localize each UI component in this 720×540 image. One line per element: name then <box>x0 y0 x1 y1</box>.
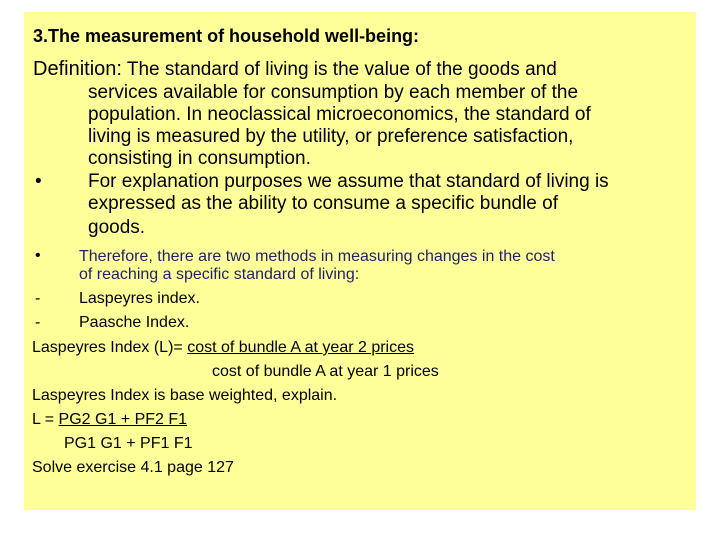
bullet-marker: • <box>35 247 41 264</box>
definition-first-line <box>33 58 557 81</box>
definition-label: Definition: <box>33 58 122 80</box>
base-weighted-note: Laspeyres Index is base weighted, explain. <box>32 387 338 404</box>
formula-prefix: L = <box>32 411 59 428</box>
slide-title: 3.The measurement of household well-being: <box>33 26 420 46</box>
definition-line: living is measured by the utility, or preference satisfaction, <box>88 126 574 147</box>
laspeyres-definition <box>32 338 414 357</box>
bullet2-line: Therefore, there are two methods in measuring changes in the cost <box>79 248 555 265</box>
bullet-marker: • <box>35 171 42 192</box>
dash-marker: - <box>35 314 41 331</box>
formula-denominator: PG1 G1 + PF1 F1 <box>64 435 193 452</box>
slide <box>24 12 696 510</box>
paasche-item: Paasche Index. <box>79 314 190 331</box>
bullet1-line: goods. <box>88 217 146 238</box>
bullet1-line: For explanation purposes we assume that standard of living is <box>88 171 609 192</box>
laspeyres-item: Laspeyres index. <box>79 290 200 307</box>
definition-line: services available for consumption by each member of the <box>88 82 579 103</box>
bullet2-line: of reaching a specific standard of living: <box>79 266 360 283</box>
definition-first-text: The standard of living is the value of the goods and <box>121 59 557 80</box>
laspeyres-prefix: Laspeyres Index (L)= <box>32 339 188 356</box>
formula-numerator: PG2 G1 + PF2 F1 <box>58 411 188 428</box>
exercise-line: Solve exercise 4.1 page 127 <box>32 459 234 476</box>
definition-line: consisting in consumption. <box>88 148 311 169</box>
definition-line: population. In neoclassical microeconomics, the standard of <box>88 104 591 125</box>
bullet1-line: expressed as the ability to consume a specific bundle of <box>88 193 558 214</box>
laspeyres-numerator: cost of bundle A at year 2 prices <box>187 339 415 356</box>
laspeyres-denominator: cost of bundle A at year 1 prices <box>212 363 439 380</box>
formula-line <box>32 410 187 429</box>
dash-marker: - <box>35 290 41 307</box>
